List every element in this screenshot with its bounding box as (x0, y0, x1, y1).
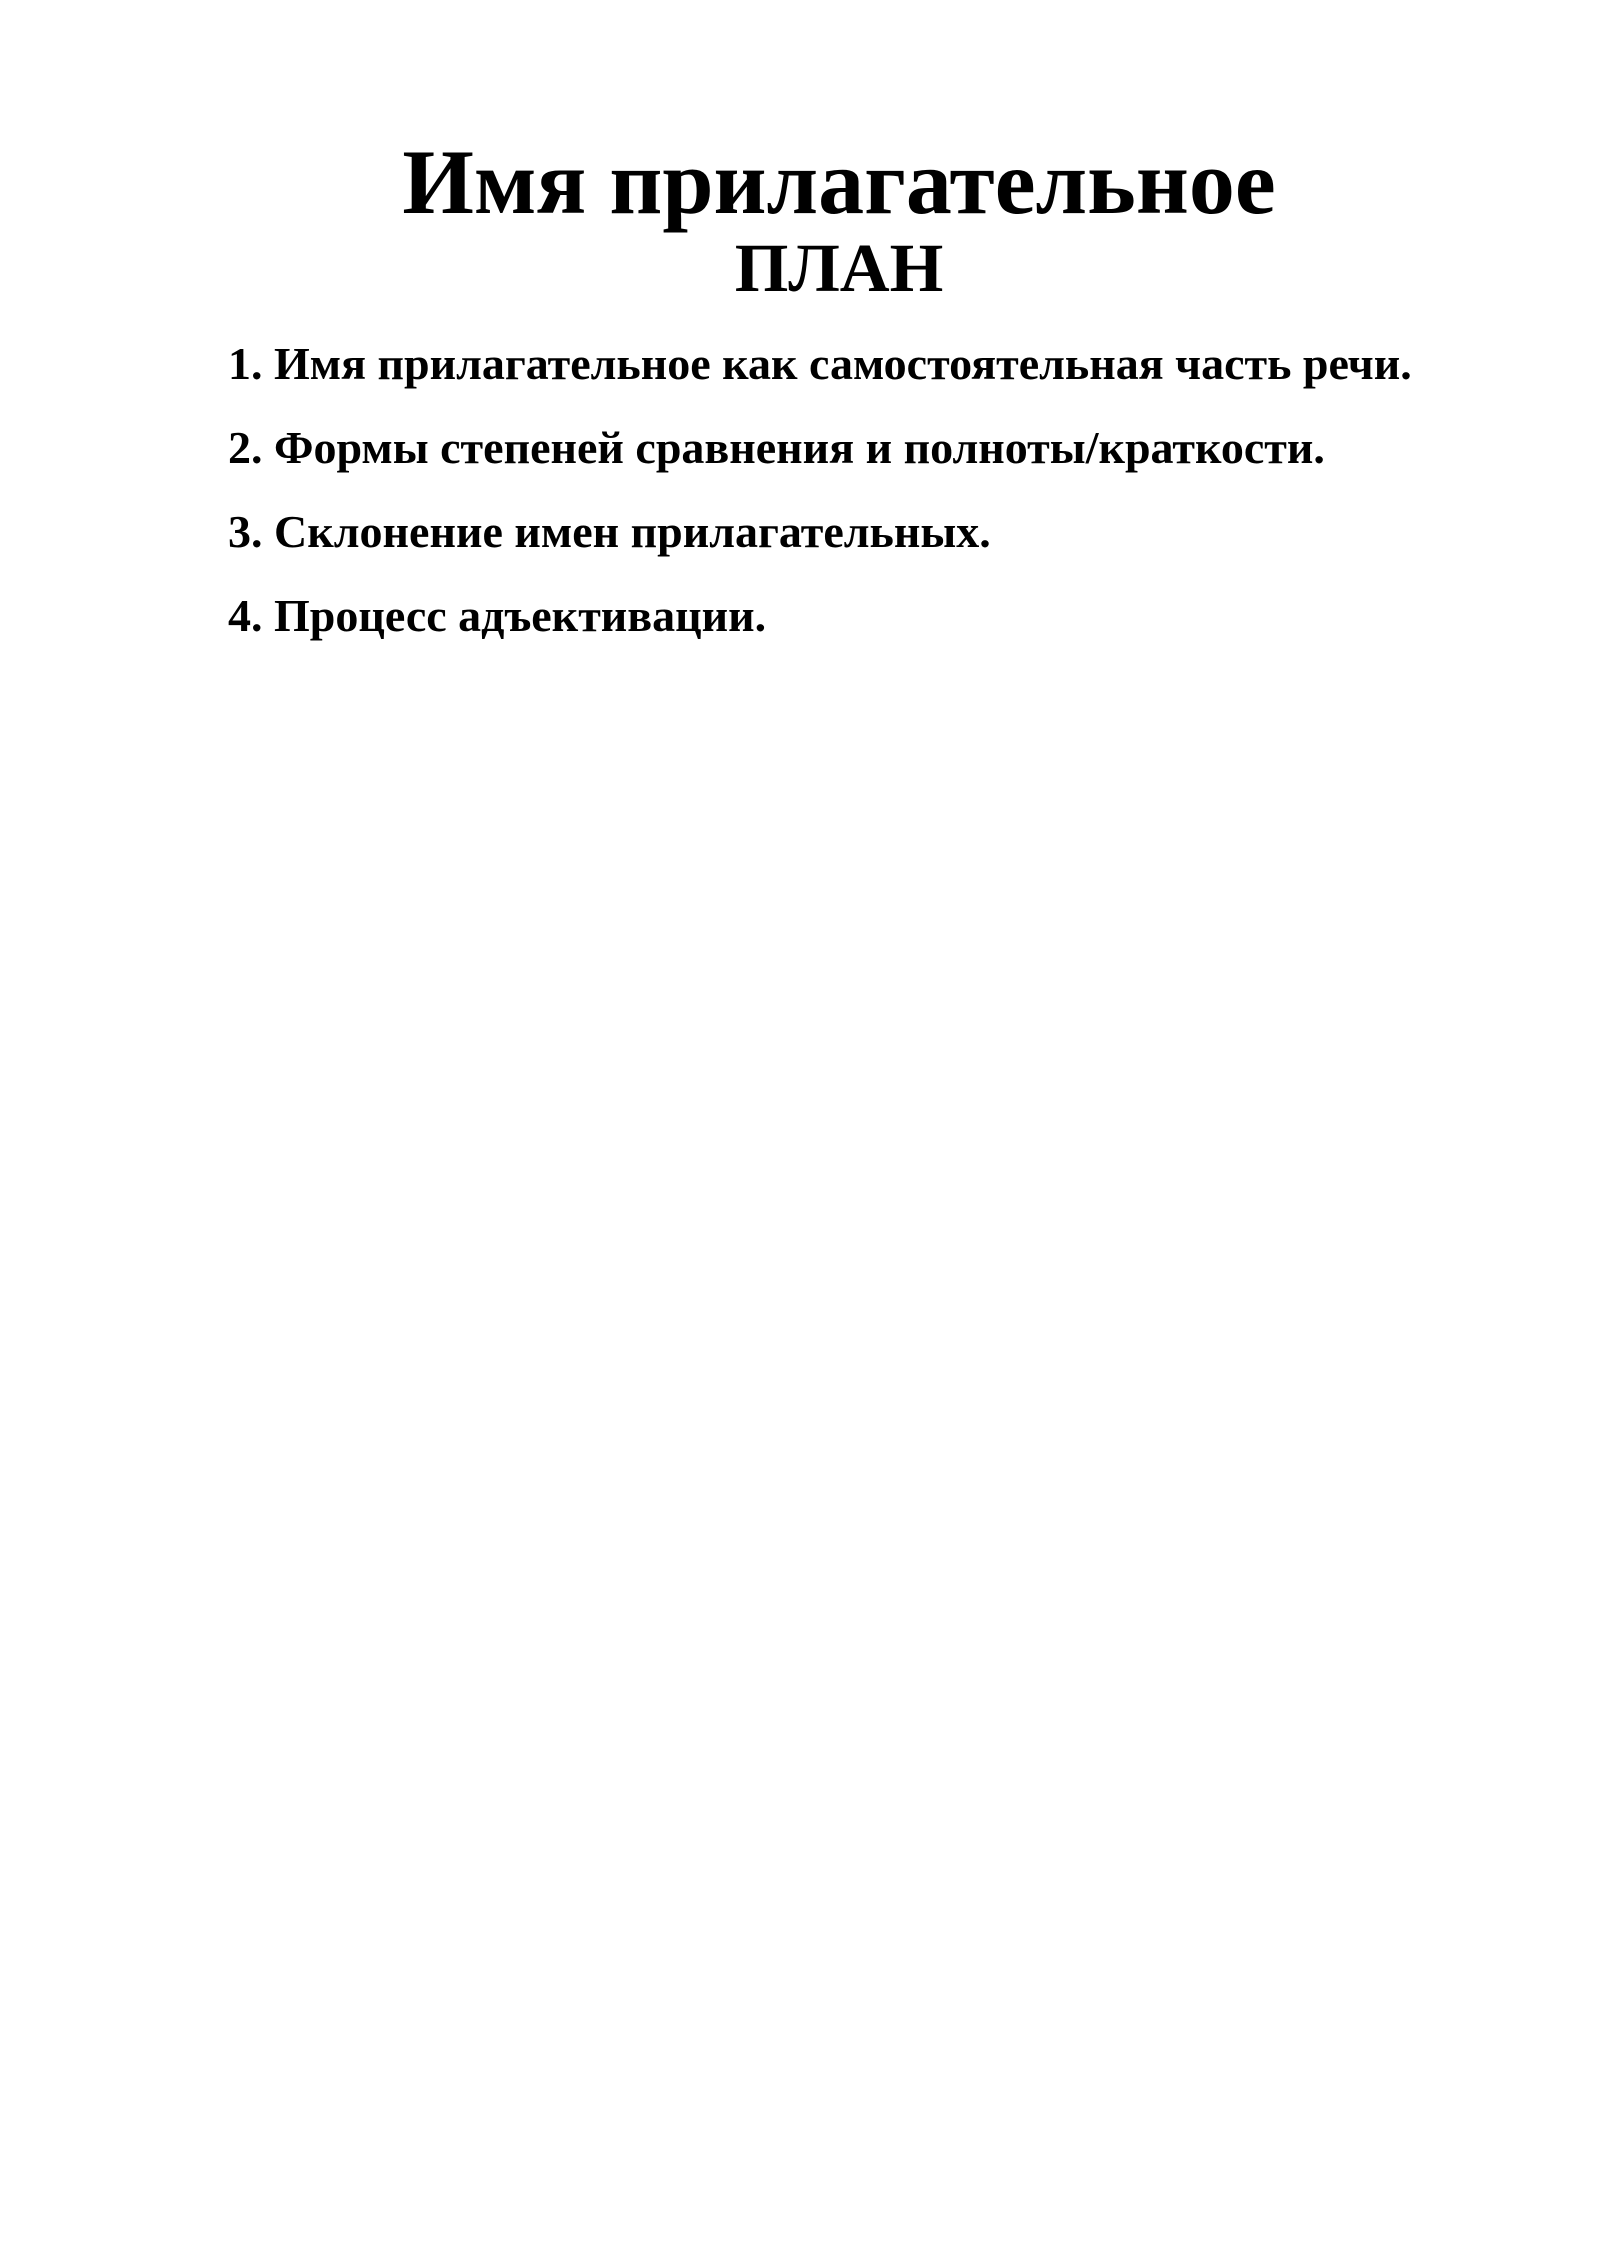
plan-item-2: 2. Формы степеней сравнения и полноты/краткости. (228, 422, 1325, 473)
plan-item-4: 4. Процесс адъективации. (228, 590, 767, 641)
plan-list (228, 322, 1450, 658)
plan-item-1: 1. Имя прилагательное как самостоятельная часть речи. (228, 338, 1412, 389)
plan-item-3: 3. Склонение имен прилагательных. (228, 506, 991, 557)
page-title: Имя прилагательное (402, 131, 1276, 233)
plan-heading: ПЛАН (734, 230, 944, 306)
